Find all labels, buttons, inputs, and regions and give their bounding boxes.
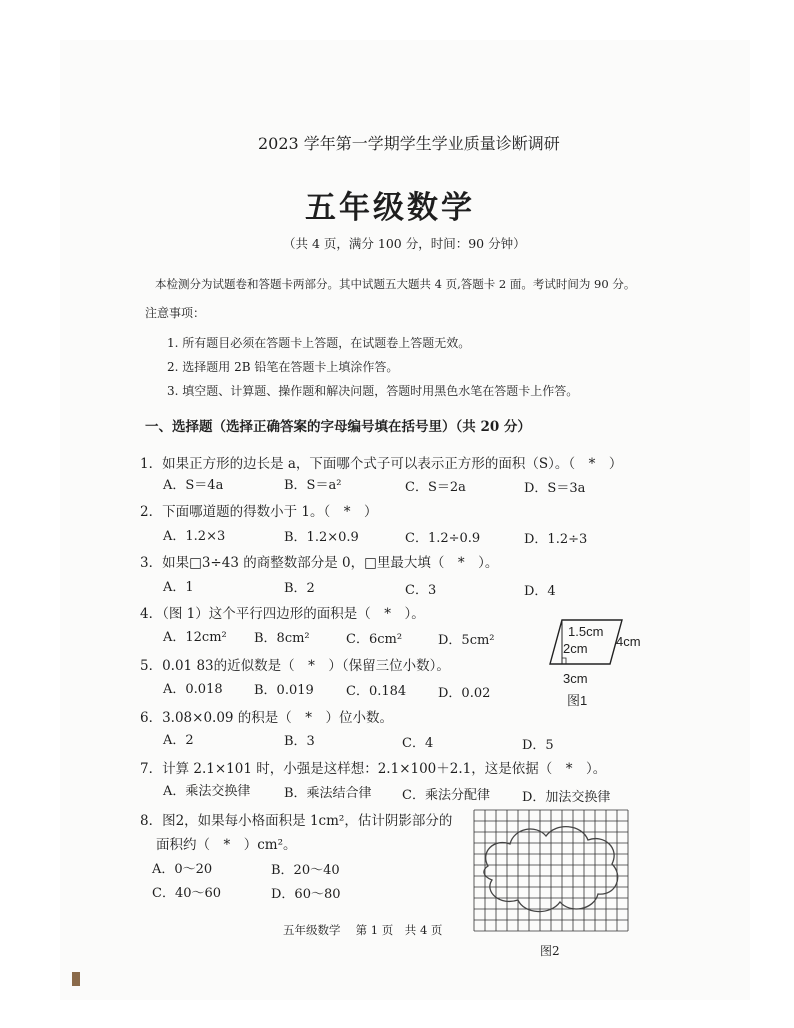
section-heading: 一、选择题（选择正确答案的字母编号填在括号里）（共 20 分）: [145, 419, 531, 435]
figure1-label-side: 4cm: [616, 634, 641, 649]
question-4: 4．（图 1）这个平行四边形的面积是（ * ）。: [140, 606, 425, 622]
note-item: 2. 选择题用 2B 铅笔在答题卡上填涂作答。: [167, 360, 399, 374]
note-item: 3. 填空题、计算题、操作题和解决问题，答题时用黑色水笔在答题卡上作答。: [167, 384, 579, 398]
option-a: A．乘法交换律: [163, 784, 251, 799]
intro-text: 本检测分为试题卷和答题卡两部分。其中试题五大题共 4 页,答题卡 2 面。考试时间为 90 分。: [155, 277, 636, 291]
page-footer: 五年级数学 第 1 页 共 4 页: [283, 923, 443, 937]
option-b: B．8cm²: [254, 631, 310, 646]
option-b: B．乘法结合律: [284, 786, 372, 801]
question-8: 8．图2，如果每小格面积是 1cm²，估计阴影部分的: [140, 813, 453, 829]
option-a: A．1: [163, 580, 194, 595]
option-c: C．S＝2a: [405, 480, 466, 495]
question-8-line2: 面积约（ * ）cm²。: [156, 837, 297, 853]
figure1-caption: 图1: [567, 693, 588, 708]
grid-lines: [474, 810, 628, 931]
page-title: 五年级数学: [305, 190, 475, 226]
option-a: A．S＝4a: [163, 478, 224, 493]
option-c: C．6cm²: [346, 632, 403, 647]
option-d: D．0.02: [438, 686, 491, 701]
option-b: B．2: [284, 581, 315, 596]
exam-info: （共 4 页，满分 100 分，时间：90 分钟）: [283, 236, 526, 251]
option-a: A．0.018: [163, 682, 223, 697]
option-d: D．1.2÷3: [524, 532, 588, 547]
option-c: C．1.2÷0.9: [405, 531, 481, 546]
option-d: D．5: [522, 738, 554, 753]
option-c: C．4: [402, 736, 434, 751]
note-item: 1. 所有题目必须在答题卡上答题，在试题卷上答题无效。: [167, 336, 471, 350]
notes-heading: 注意事项：: [145, 306, 206, 320]
option-d: D．S＝3a: [524, 481, 586, 496]
option-c: C．3: [405, 583, 437, 598]
option-b: B．1.2×0.9: [284, 530, 359, 545]
right-angle-mark: [562, 658, 566, 664]
figure1-label-top: 1.5cm: [568, 624, 604, 639]
option-d: D．4: [524, 584, 556, 599]
option-b: B．0.019: [254, 683, 314, 698]
exam-header: 2023 学年第一学期学生学业质量诊断调研: [258, 134, 560, 153]
option-d: D．60～80: [271, 887, 341, 902]
option-a: A．12cm²: [163, 630, 227, 645]
question-6: 6．3.08×0.09 的积是（ * ）位小数。: [140, 710, 394, 726]
figure1-label-height: 2cm: [563, 641, 588, 656]
option-c: C．40～60: [152, 886, 222, 901]
question-1: 1．如果正方形的边长是 a，下面哪个式子可以表示正方形的面积（S）。（ * ）: [140, 456, 623, 472]
option-c: C．乘法分配律: [402, 788, 490, 803]
question-5: 5．0.01 83的近似数是（ * ）（保留三位小数）。: [140, 658, 450, 674]
paper-corner-mark: [72, 972, 80, 986]
option-a: A．2: [163, 733, 194, 748]
option-a: A．0～20: [152, 862, 213, 877]
question-7: 7．计算 2.1×101 时，小强是这样想：2.1×100＋2.1，这是依据（ * ）。: [140, 761, 607, 777]
option-d: D．加法交换律: [522, 790, 611, 805]
option-d: D．5cm²: [438, 633, 495, 648]
option-b: B．S＝a²: [284, 478, 342, 493]
option-b: B．20～40: [271, 863, 340, 878]
grid-figure: [470, 806, 634, 938]
figure1-label-base: 3cm: [563, 671, 588, 686]
option-a: A．1.2×3: [163, 529, 226, 544]
option-b: B．3: [284, 734, 315, 749]
question-2: 2．下面哪道题的得数小于 1。（ * ）: [140, 504, 378, 520]
question-3: 3．如果□3÷43 的商整数部分是 0，□里最大填（ * ）。: [140, 555, 499, 571]
figure2-caption: 图2: [540, 944, 560, 958]
option-c: C．0.184: [346, 684, 407, 699]
